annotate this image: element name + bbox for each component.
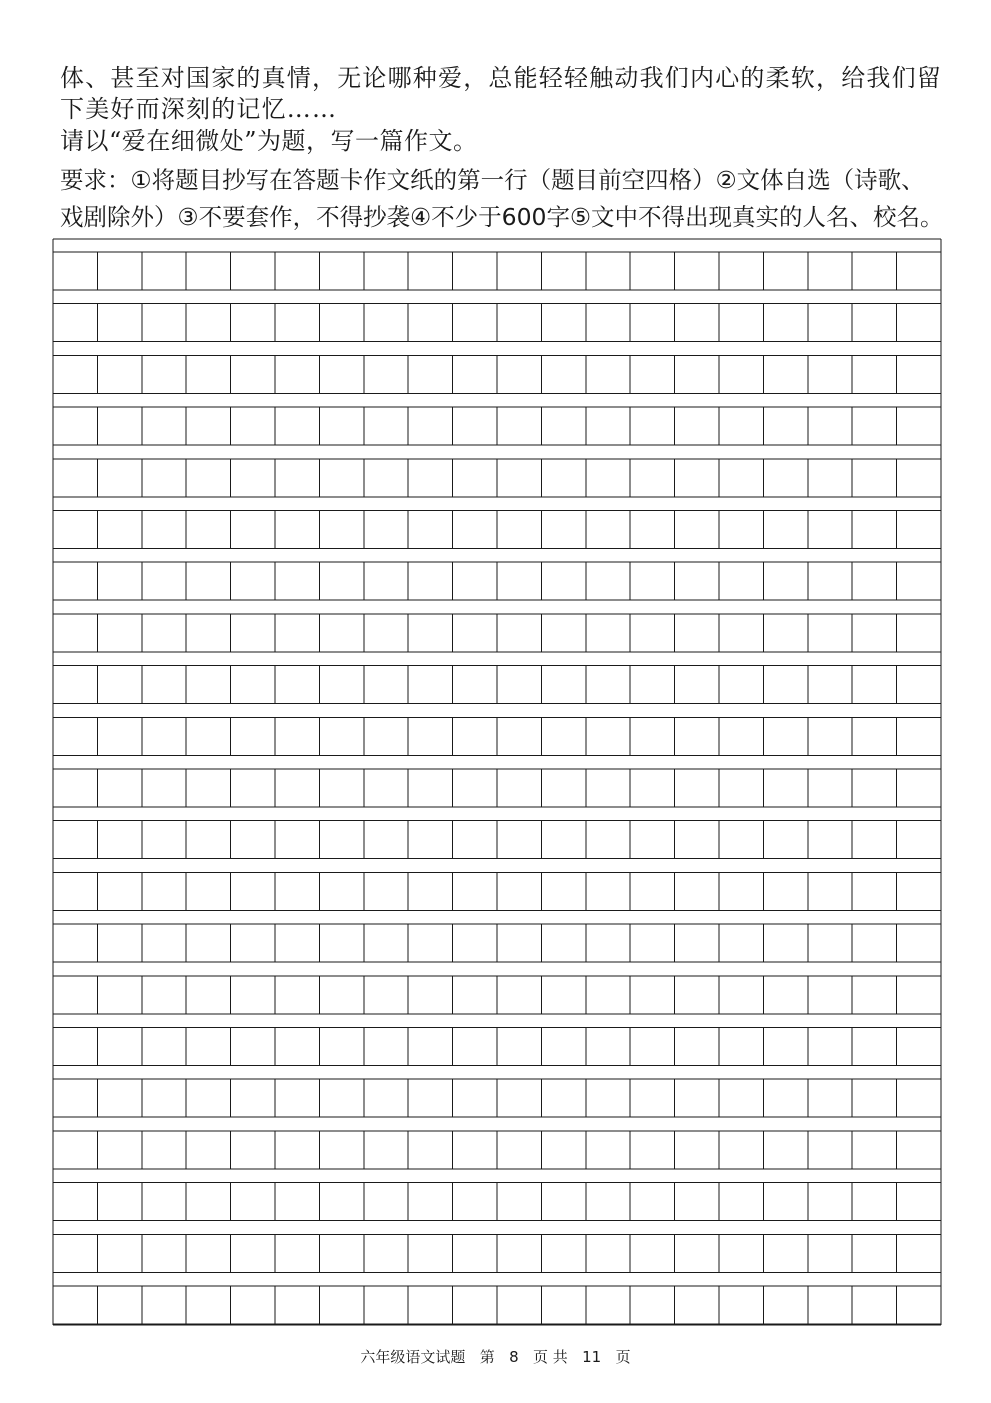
grid-row[interactable] xyxy=(53,355,941,393)
grid-row[interactable] xyxy=(53,666,941,704)
essay-task: 请以“爱在细微处”为题，写一篇作文。 xyxy=(60,127,478,155)
footer-page-prefix: 第 xyxy=(479,1348,495,1366)
grid-row[interactable] xyxy=(53,769,941,807)
grid-row[interactable] xyxy=(53,1234,941,1272)
grid-row[interactable] xyxy=(53,252,941,290)
grid-row[interactable] xyxy=(53,407,941,445)
prompt-intro-line-1: 体、甚至对国家的真情，无论哪种爱，总能轻轻触动我们内心的柔软，给我们留 xyxy=(60,64,942,92)
footer-page-current: 8 xyxy=(509,1348,519,1366)
grid-row[interactable] xyxy=(53,511,941,549)
footer-page-total: 11 xyxy=(582,1348,602,1366)
page-footer xyxy=(0,1347,991,1367)
grid-row[interactable] xyxy=(53,614,941,652)
grid-row[interactable] xyxy=(53,924,941,962)
requirements-line-2: 戏剧除外）③不要套作，不得抄袭④不少于600字⑤文中不得出现真实的人名、校名。 xyxy=(60,203,944,231)
requirements-line-1: 要求：①将题目抄写在答题卡作文纸的第一行（题目前空四格）②文体自选（诗歌、 xyxy=(60,166,925,194)
grid-row[interactable] xyxy=(53,562,941,600)
footer-exam-label: 六年级语文试题 xyxy=(360,1348,466,1366)
grid-row[interactable] xyxy=(53,821,941,859)
essay-answer-grid[interactable] xyxy=(52,238,943,1327)
grid-row[interactable] xyxy=(53,1079,941,1117)
footer-page-suffix: 页 xyxy=(615,1348,631,1366)
grid-row[interactable] xyxy=(53,872,941,910)
grid-row[interactable] xyxy=(53,717,941,755)
grid-row[interactable] xyxy=(53,976,941,1014)
grid-row[interactable] xyxy=(53,1286,941,1324)
grid-row[interactable] xyxy=(53,304,941,342)
grid-row[interactable] xyxy=(53,1028,941,1066)
grid-row[interactable] xyxy=(53,459,941,497)
grid-row[interactable] xyxy=(53,1131,941,1169)
footer-page-mid: 页 共 xyxy=(533,1348,568,1366)
prompt-intro-line-2: 下美好而深刻的记忆…… xyxy=(60,95,338,123)
grid-row[interactable] xyxy=(53,1183,941,1221)
